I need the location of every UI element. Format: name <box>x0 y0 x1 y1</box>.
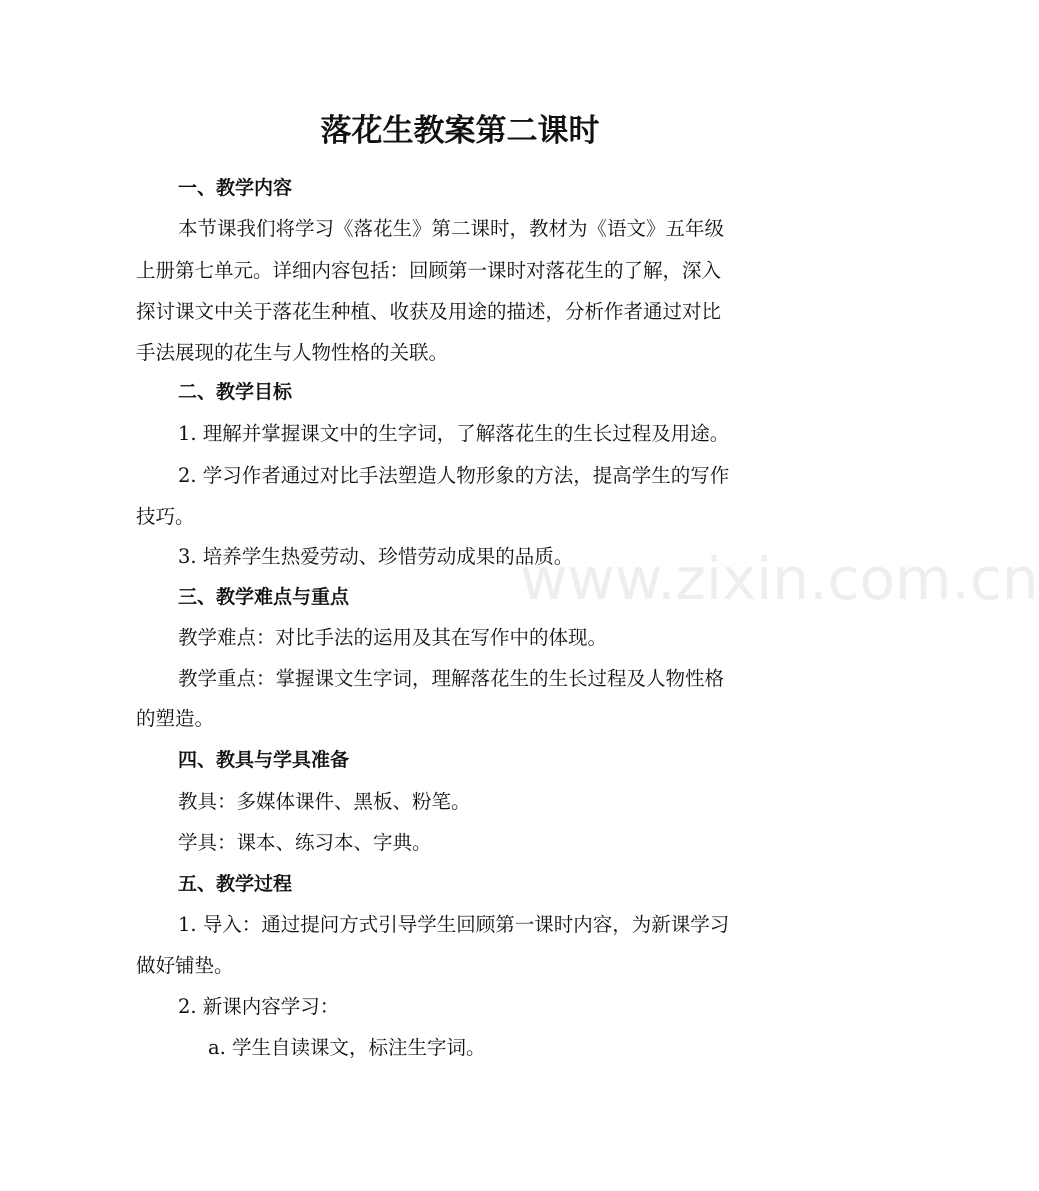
teacher-materials: 教具：多媒体课件、黑板、粉笔。 <box>178 790 471 813</box>
section-heading-content: 一、教学内容 <box>178 177 293 199</box>
objective-item-3: 3. 培养学生热爱劳动、珍惜劳动成果的品质。 <box>178 545 574 568</box>
content-paragraph-line-4: 手法展现的花生与人物性格的关联。 <box>136 341 449 364</box>
content-paragraph-line-2: 上册第七单元。详细内容包括：回顾第一课时对落花生的了解，深入 <box>136 259 722 282</box>
watermark: www.zixin.com.cn <box>520 545 1039 613</box>
objective-item-1: 1. 理解并掌握课文中的生字词，了解落花生的生长过程及用途。 <box>178 422 730 445</box>
document-title: 落花生教案第二课时 <box>320 113 600 149</box>
process-item-2: 2. 新课内容学习： <box>178 995 340 1018</box>
student-materials: 学具：课本、练习本、字典。 <box>178 831 432 854</box>
process-item-2-sub-a: a. 学生自读课文，标注生字词。 <box>208 1036 486 1059</box>
process-item-1-line-1: 1. 导入：通过提问方式引导学生回顾第一课时内容，为新课学习 <box>178 913 730 936</box>
content-paragraph-line-3: 探讨课文中关于落花生种植、收获及用途的描述，分析作者通过对比 <box>136 300 722 323</box>
difficulty-text: 教学难点：对比手法的运用及其在写作中的体现。 <box>178 626 608 649</box>
key-point-line-1: 教学重点：掌握课文生字词，理解落花生的生长过程及人物性格 <box>178 667 725 690</box>
section-heading-objectives: 二、教学目标 <box>178 381 293 403</box>
key-point-line-2: 的塑造。 <box>136 707 215 730</box>
section-heading-process: 五、教学过程 <box>178 873 293 895</box>
content-paragraph-line-1: 本节课我们将学习《落花生》第二课时，教材为《语文》五年级 <box>178 217 725 240</box>
process-item-1-line-2: 做好铺垫。 <box>136 954 234 977</box>
section-heading-materials: 四、教具与学具准备 <box>178 749 350 771</box>
objective-item-2-line-2: 技巧。 <box>136 505 195 528</box>
section-heading-difficulty-key: 三、教学难点与重点 <box>178 586 350 608</box>
objective-item-2-line-1: 2. 学习作者通过对比手法塑造人物形象的方法，提高学生的写作 <box>178 464 730 487</box>
